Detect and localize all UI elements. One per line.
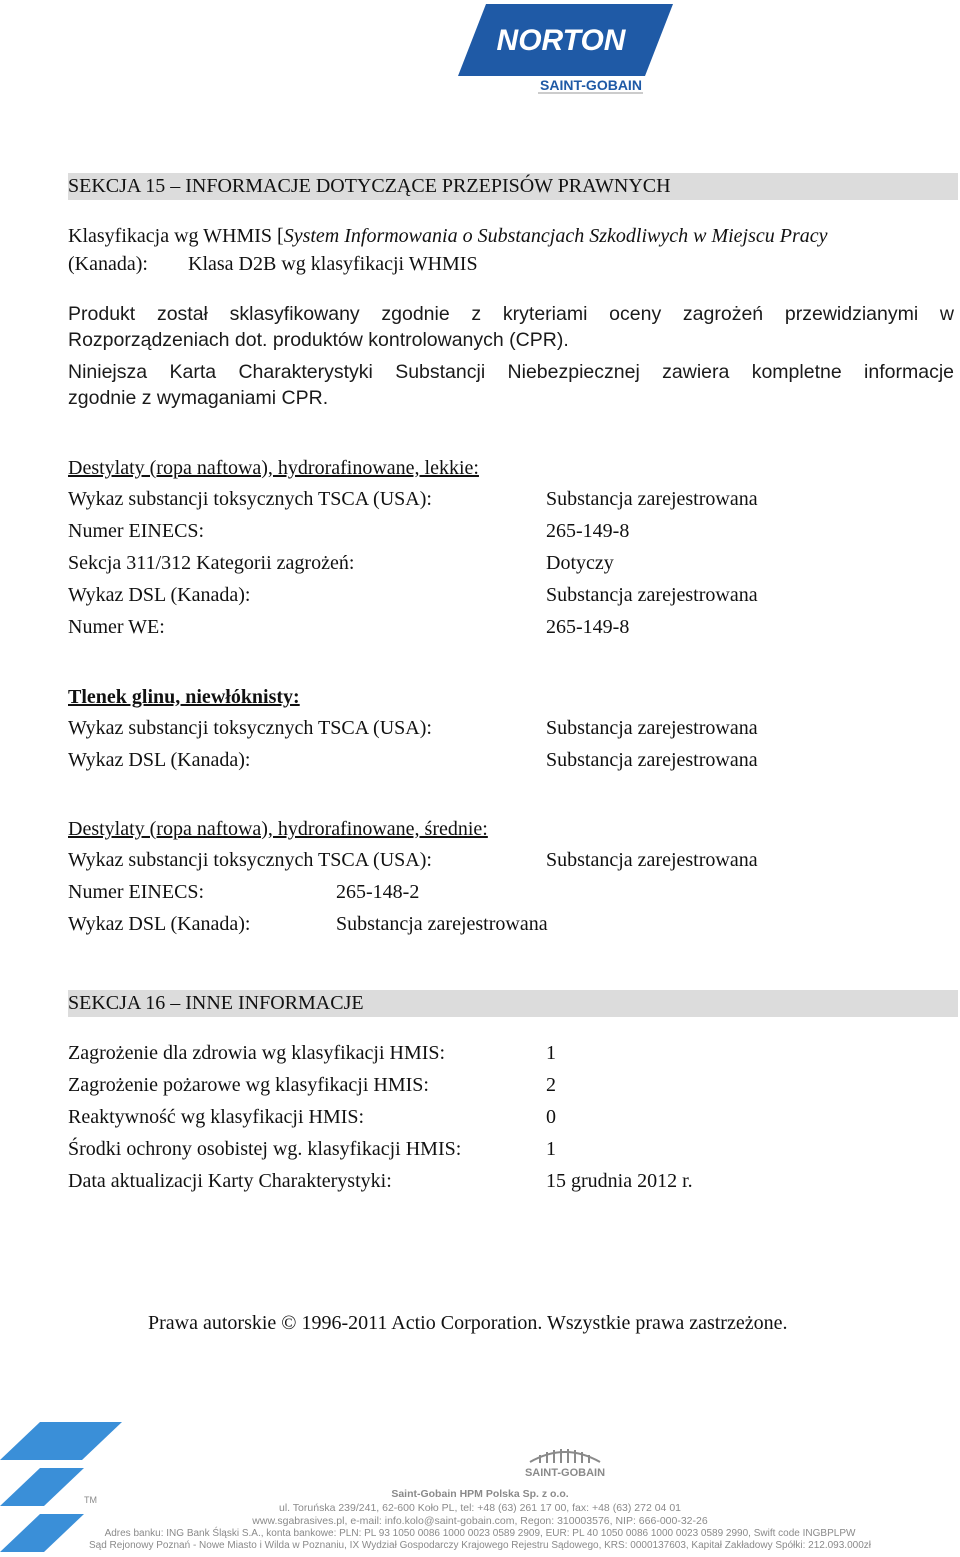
whmis-line-1-italic: System Informowania o Substancjach Szkodliwych w Miejscu Pracy <box>283 225 828 247</box>
msds-paragraph-line-2: zgodnie z wymaganiami CPR. <box>68 387 329 409</box>
substance-3-row-3-value: Substancja zarejestrowana <box>336 913 548 935</box>
footer-logo-text: SAINT-GOBAIN <box>524 1467 606 1478</box>
substance-3-row-3-label: Wykaz DSL (Kanada): <box>68 913 251 935</box>
substance-2-row-2-value: Substancja zarejestrowana <box>546 749 758 771</box>
logo-parent-text: SAINT-GOBAIN <box>540 77 642 93</box>
section-16-title: SEKCJA 16 – INNE INFORMACJE <box>68 992 364 1014</box>
hmis-ppe-value: 1 <box>546 1138 556 1160</box>
footer-court: Sąd Rejonowy Poznań - Nowe Miasto i Wilda w Poznaniu, IX Wydział Gospodarczy Krajowego Rejestru Sądowego, KRS: 0000137603, Kapitał Zakładowy Spółki: 212.093.000zł <box>88 1540 871 1551</box>
msds-update-value: 15 grudnia 2012 r. <box>546 1170 693 1192</box>
substance-1-row-5-label: Numer WE: <box>68 616 165 638</box>
hmis-fire-label: Zagrożenie pożarowe wg klasyfikacji HMIS: <box>68 1074 429 1096</box>
substance-1-row-2-value: 265-149-8 <box>546 520 630 542</box>
substance-3-row-1-label: Wykaz substancji toksycznych TSCA (USA): <box>68 849 432 871</box>
cpr-paragraph-line-1: Produkt został sklasyfikowany zgodnie z kryteriami oceny zagrożeń przewidzianymi w <box>68 303 954 325</box>
whmis-line-1 <box>68 224 828 248</box>
hmis-reactivity-label: Reaktywność wg klasyfikacji HMIS: <box>68 1106 365 1128</box>
msds-update-label: Data aktualizacji Karty Charakterystyki: <box>68 1170 392 1192</box>
hmis-fire-value: 2 <box>546 1074 556 1096</box>
substance-2-row-1-value: Substancja zarejestrowana <box>546 717 758 739</box>
saint-gobain-footer-logo <box>520 1444 610 1483</box>
trademark-mark: TM <box>84 1495 97 1505</box>
footer-bank: Adres banku: ING Bank Śląski S.A., konta bankowe: PLN: PL 93 1050 0086 1000 0023 0589 2909, EUR: PL 40 1050 0086 1000 0023 0589 2990, Swift code INGBPLPW <box>104 1528 856 1539</box>
substance-1-row-3-value: Dotyczy <box>546 552 614 574</box>
substance-1-row-2-label: Numer EINECS: <box>68 520 205 542</box>
copyright-notice: Prawa autorskie © 1996-2011 Actio Corporation. Wszystkie prawa zastrzeżone. <box>148 1312 788 1334</box>
msds-paragraph-line-1: Niniejsza Karta Charakterystyki Substancji Niebezpiecznej zawiera kompletne informacje <box>68 361 954 383</box>
substance-2-row-1-label: Wykaz substancji toksycznych TSCA (USA): <box>68 717 432 739</box>
substance-1-row-1-label: Wykaz substancji toksycznych TSCA (USA): <box>68 488 432 510</box>
whmis-line-1-start: Klasyfikacja wg WHMIS [ <box>68 225 284 247</box>
whmis-line-2-value: Klasa D2B wg klasyfikacji WHMIS <box>188 253 478 275</box>
substance-3-row-2-label: Numer EINECS: <box>68 881 205 903</box>
hmis-health-label: Zagrożenie dla zdrowia wg klasyfikacji HMIS: <box>68 1042 446 1064</box>
substance-2-row-2-label: Wykaz DSL (Kanada): <box>68 749 251 771</box>
norton-logo <box>458 4 673 96</box>
whmis-line-2-label: (Kanada): <box>68 253 148 275</box>
logo-brand-text: NORTON <box>496 24 626 57</box>
substance-3-name: Destylaty (ropa naftowa), hydrorafinowane, średnie: <box>68 818 488 840</box>
hmis-health-value: 1 <box>546 1042 556 1064</box>
substance-1-row-1-value: Substancja zarejestrowana <box>546 488 758 510</box>
substance-2-name: Tlenek glinu, niewłóknisty: <box>68 686 300 708</box>
footer-web: www.sgabrasives.pl, e-mail: info.kolo@saint-gobain.com, Regon: 310003576, NIP: 666-000-32-26 <box>252 1515 708 1527</box>
section-15-title: SEKCJA 15 – INFORMACJE DOTYCZĄCE PRZEPISÓW PRAWNYCH <box>68 175 671 197</box>
cpr-paragraph-line-2: Rozporządzeniach dot. produktów kontrolowanych (CPR). <box>68 329 569 351</box>
substance-1-row-5-value: 265-149-8 <box>546 616 630 638</box>
substance-3-row-1-value: Substancja zarejestrowana <box>546 849 758 871</box>
substance-1-row-4-value: Substancja zarejestrowana <box>546 584 758 606</box>
substance-1-row-3-label: Sekcja 311/312 Kategorii zagrożeń: <box>68 552 355 574</box>
footer-company: Saint-Gobain HPM Polska Sp. z o.o. <box>391 1488 569 1500</box>
substance-3-row-2-value: 265-148-2 <box>336 881 420 903</box>
substance-1-row-4-label: Wykaz DSL (Kanada): <box>68 584 251 606</box>
footer-address: ul. Toruńska 239/241, 62-600 Koło PL, tel: +48 (63) 261 17 00, fax: +48 (63) 272 04 01 <box>278 1502 681 1514</box>
hmis-ppe-label: Środki ochrony osobistej wg. klasyfikacji HMIS: <box>68 1138 462 1160</box>
hmis-reactivity-value: 0 <box>546 1106 556 1128</box>
substance-1-name: Destylaty (ropa naftowa), hydrorafinowane, lekkie: <box>68 457 479 479</box>
